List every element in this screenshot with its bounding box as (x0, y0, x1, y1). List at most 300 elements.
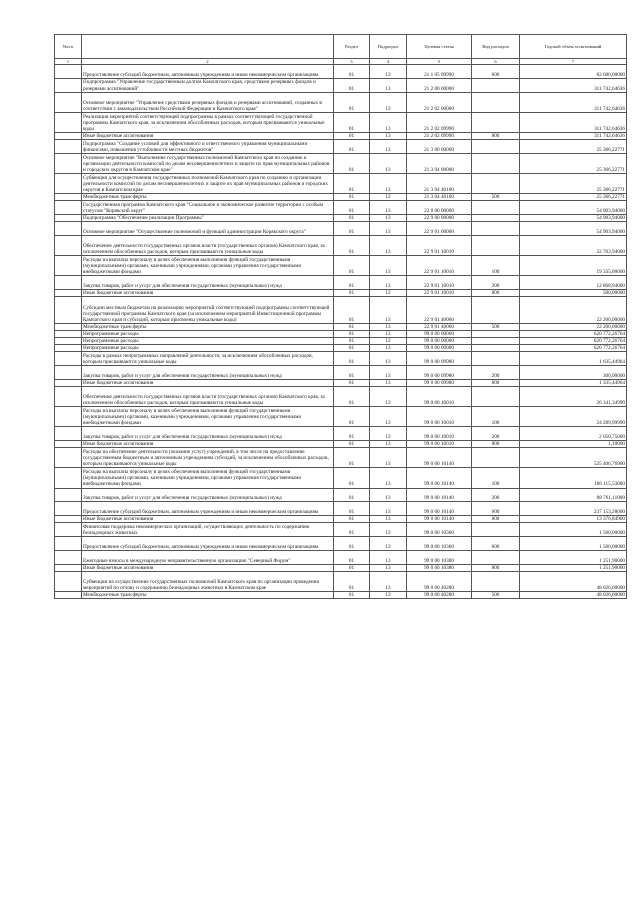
target-article-cell: 21 2 02 00000 (407, 92, 472, 112)
expense-name-cell: Иные бюджетные ассигнования (82, 379, 334, 386)
razdel-cell: 01 (334, 290, 370, 297)
expense-type-cell (472, 523, 520, 537)
razdel-cell: 01 (334, 153, 370, 173)
amount-cell: 88 761,11000 (520, 488, 627, 502)
column-number: 6 (472, 59, 520, 65)
table-row (55, 215, 627, 222)
expense-type-cell: 800 (472, 132, 520, 139)
table-row (55, 550, 627, 564)
amount-cell: 24 289,99990 (520, 407, 627, 427)
row-index-cell (55, 537, 82, 551)
razdel-cell: 01 (334, 345, 370, 352)
razdel-cell: 01 (334, 338, 370, 345)
amount-cell: 311 742,64636 (520, 112, 627, 132)
target-article-cell: 22 9 01 10010 (407, 236, 472, 256)
table-row (55, 366, 627, 380)
expense-name-cell: Подпрограмма "Обеспечение реализации Программы" (82, 215, 334, 222)
amount-cell: 32 703,94000 (520, 236, 627, 256)
row-index-cell (55, 386, 82, 406)
target-article-cell: 99 0 00 09980 (407, 366, 472, 380)
row-index-cell (55, 550, 82, 564)
podrazdel-cell: 13 (370, 523, 407, 537)
podrazdel-cell: 13 (370, 276, 407, 290)
table-row (55, 407, 627, 427)
amount-cell: 237 153,28000 (520, 502, 627, 516)
amount-cell: 25 366,22771 (520, 153, 627, 173)
podrazdel-cell: 13 (370, 468, 407, 488)
row-index-cell (55, 427, 82, 441)
row-index-cell (55, 488, 82, 502)
expense-name-cell: Иные бюджетные ассигнования (82, 516, 334, 523)
expense-type-cell (472, 345, 520, 352)
razdel-cell: 01 (334, 65, 370, 79)
razdel-cell: 01 (334, 352, 370, 366)
target-article-cell: 22 9 01 10010 (407, 276, 472, 290)
column-number: 3 (334, 59, 370, 65)
expense-name-cell: Расходы на выплаты персоналу в целях обеспечения выполнения функций государственными (муниципальными) органами, казенными учреждениями, органами управления государственными внебюджетными фондами (82, 256, 334, 276)
expense-name-cell: Подпрограмма "Создание условий для эффективного и ответственного управления муниципальными финансами, повышения устойчивости местных бюджетов" (82, 140, 334, 154)
podrazdel-cell: 13 (370, 448, 407, 468)
razdel-cell: 01 (334, 330, 370, 337)
expense-name-cell: Непрограммные расходы (82, 330, 334, 337)
table-row (55, 537, 627, 551)
target-article-cell: 99 0 00 09980 (407, 352, 472, 366)
header-razdel: Раздел (334, 35, 370, 59)
row-index-cell (55, 502, 82, 516)
row-index-cell (55, 345, 82, 352)
table-row (55, 194, 627, 201)
expense-type-cell (472, 215, 520, 222)
table-row (55, 564, 627, 571)
razdel-cell: 01 (334, 571, 370, 591)
expense-name-cell: Расходы на выплаты персоналу в целях обеспечения выполнения функций государственными (муниципальными) органами, казенными учреждениями, органами управления государственными внебюджетными фондами (82, 407, 334, 427)
podrazdel-cell: 13 (370, 345, 407, 352)
amount-cell: 620 772,26764 (520, 330, 627, 337)
razdel-cell: 01 (334, 276, 370, 290)
expense-type-cell: 800 (472, 379, 520, 386)
amount-cell: 620 772,26764 (520, 345, 627, 352)
amount-cell: 12 868,94000 (520, 276, 627, 290)
razdel-cell: 01 (334, 78, 370, 92)
amount-cell: 1,10000 (520, 441, 627, 448)
row-index-cell (55, 591, 82, 598)
target-article-cell: 99 0 00 10140 (407, 448, 472, 468)
amount-cell: 311 742,64636 (520, 78, 627, 92)
target-article-cell: 99 0 00 00000 (407, 338, 472, 345)
podrazdel-cell: 13 (370, 153, 407, 173)
table-row (55, 352, 627, 366)
row-index-cell (55, 352, 82, 366)
razdel-cell: 01 (334, 427, 370, 441)
amount-cell: 54 903,94000 (520, 215, 627, 222)
podrazdel-cell: 13 (370, 323, 407, 330)
podrazdel-cell: 13 (370, 366, 407, 380)
amount-cell: 1 335,44964 (520, 379, 627, 386)
table-row (55, 345, 627, 352)
razdel-cell: 01 (334, 591, 370, 598)
podrazdel-cell: 13 (370, 330, 407, 337)
amount-cell: 311 742,64636 (520, 92, 627, 112)
table-row (55, 591, 627, 598)
table-row (55, 427, 627, 441)
razdel-cell: 01 (334, 488, 370, 502)
expense-type-cell (472, 297, 520, 324)
podrazdel-cell: 13 (370, 140, 407, 154)
razdel-cell: 01 (334, 407, 370, 427)
expense-name-cell: Предоставление субсидий бюджетным, автономным учреждениям и иным некоммерческим организациям (82, 537, 334, 551)
expense-name-cell: Обеспечение деятельности государственных органов власти (государственных органов) Камчатского края, за исключением обособленных расходов, которым присваиваются уникальные коды (82, 386, 334, 406)
table-row (55, 323, 627, 330)
razdel-cell: 01 (334, 174, 370, 194)
amount-cell: 25 366,22771 (520, 140, 627, 154)
header-name (82, 35, 334, 59)
expense-type-cell: 500 (472, 323, 520, 330)
row-index-cell (55, 256, 82, 276)
podrazdel-cell: 13 (370, 564, 407, 571)
podrazdel-cell: 13 (370, 174, 407, 194)
amount-cell: 1 251,90000 (520, 564, 627, 571)
razdel-cell: 01 (334, 201, 370, 215)
expense-name-cell: Межбюджетные трансферты (82, 591, 334, 598)
expense-name-cell: Реализация мероприятий соответствующей подпрограммы в рамках соответствующей государственной программы Камчатского края, за исключением обособленных расходов, которым присваиваются уникальные коды (82, 112, 334, 132)
target-article-cell: 22 9 01 40060 (407, 297, 472, 324)
razdel-cell: 01 (334, 297, 370, 324)
target-article-cell: 99 0 00 10360 (407, 537, 472, 551)
razdel-cell: 01 (334, 194, 370, 201)
header-expense-type: Вид расходов (472, 35, 520, 59)
amount-cell: 54 903,94000 (520, 201, 627, 215)
table-row (55, 502, 627, 516)
target-article-cell: 99 0 00 40280 (407, 591, 472, 598)
amount-cell: 620 772,26764 (520, 338, 627, 345)
target-article-cell: 22 9 00 00000 (407, 215, 472, 222)
amount-cell: 1 500,00000 (520, 537, 627, 551)
expense-name-cell: Закупка товаров, работ и услуг для обеспечения государственных (муниципальных) нужд (82, 276, 334, 290)
target-article-cell: 21 2 02 09990 (407, 132, 472, 139)
row-index-cell (55, 366, 82, 380)
table-row (55, 78, 627, 92)
expense-type-cell (472, 174, 520, 194)
expense-type-cell (472, 153, 520, 173)
target-article-cell: 99 0 00 00000 (407, 330, 472, 337)
podrazdel-cell: 13 (370, 194, 407, 201)
expense-type-cell: 200 (472, 276, 520, 290)
target-article-cell: 22 9 01 00000 (407, 222, 472, 236)
razdel-cell: 01 (334, 386, 370, 406)
podrazdel-cell: 13 (370, 132, 407, 139)
podrazdel-cell: 13 (370, 65, 407, 79)
target-article-cell: 22 9 01 10010 (407, 256, 472, 276)
podrazdel-cell: 13 (370, 591, 407, 598)
podrazdel-cell: 13 (370, 407, 407, 427)
razdel-cell: 01 (334, 468, 370, 488)
target-article-cell: 22 9 01 10010 (407, 290, 472, 297)
razdel-cell: 01 (334, 140, 370, 154)
amount-cell: 54 903,94000 (520, 222, 627, 236)
razdel-cell: 01 (334, 366, 370, 380)
amount-cell: 300,00000 (520, 366, 627, 380)
amount-cell: 25 366,22771 (520, 194, 627, 201)
expense-name-cell: Межбюджетные трансферты (82, 323, 334, 330)
row-index-cell (55, 112, 82, 132)
podrazdel-cell: 13 (370, 379, 407, 386)
expense-type-cell: 800 (472, 516, 520, 523)
budget-allocation-table (54, 34, 627, 599)
expense-name-cell: Основное мероприятие "Управление средствами резервных фондов и резервами ассигнований, созданных в соответствии с законодательством Российской Федерации и Камчатского края" (82, 92, 334, 112)
table-body (55, 65, 627, 599)
amount-cell: 82 680,00000 (520, 65, 627, 79)
expense-type-cell (472, 338, 520, 345)
expense-type-cell: 500 (472, 194, 520, 201)
column-number: 7 (520, 59, 627, 65)
target-article-cell: 21 2 00 00000 (407, 78, 472, 92)
expense-name-cell: Расходы на обеспечение деятельности (оказание услуг) учреждений, в том числе на предоставление государственным бюджетным и автономным учреждениям субсидий, за исключением обособленных расходов, которым присваиваются уникальные коды (82, 448, 334, 468)
podrazdel-cell: 13 (370, 78, 407, 92)
expense-type-cell: 600 (472, 537, 520, 551)
target-article-cell: 99 0 00 10140 (407, 468, 472, 488)
row-index-cell (55, 194, 82, 201)
razdel-cell: 01 (334, 323, 370, 330)
expense-name-cell: Предоставление субсидий бюджетным, автономным учреждениям и иным некоммерческим организациям (82, 65, 334, 79)
podrazdel-cell: 13 (370, 290, 407, 297)
razdel-cell: 01 (334, 550, 370, 564)
table-row (55, 379, 627, 386)
table-row (55, 153, 627, 173)
target-article-cell: 99 0 00 09980 (407, 379, 472, 386)
header-podrazdel: Подраздел (370, 35, 407, 59)
target-article-cell: 99 0 00 10010 (407, 407, 472, 427)
row-index-cell (55, 297, 82, 324)
expense-type-cell: 200 (472, 427, 520, 441)
target-article-cell: 99 0 00 00000 (407, 345, 472, 352)
expense-type-cell (472, 78, 520, 92)
table-row (55, 92, 627, 112)
target-article-cell: 21 3 04 40100 (407, 174, 472, 194)
header-target-article: Целевая статья (407, 35, 472, 59)
expense-name-cell: Иные бюджетные ассигнования (82, 132, 334, 139)
expense-name-cell: Основное мероприятие "Осуществление полномочий и функций администрации Корякского округа" (82, 222, 334, 236)
amount-cell: 1 635,44964 (520, 352, 627, 366)
amount-cell: 13 376,84900 (520, 516, 627, 523)
target-article-cell: 21 1 05 09990 (407, 65, 472, 79)
expense-type-cell (472, 352, 520, 366)
razdel-cell: 01 (334, 222, 370, 236)
header-annual-amount: Годовой объем ассигнований (520, 35, 627, 59)
expense-name-cell: Субвенции для осуществления государственных полномочий Камчатского края по созданию и организации деятельности комиссий по делам несовершеннолетних и защите их прав муниципальных районов и городских округов в Камчатском крае (82, 174, 334, 194)
row-index-cell (55, 276, 82, 290)
target-article-cell: 99 0 00 10360 (407, 523, 472, 537)
amount-cell: 22 200,00000 (520, 323, 627, 330)
table-row (55, 488, 627, 502)
expense-type-cell: 200 (472, 366, 520, 380)
podrazdel-cell: 13 (370, 256, 407, 276)
expense-type-cell (472, 386, 520, 406)
row-index-cell (55, 65, 82, 79)
expense-type-cell: 100 (472, 468, 520, 488)
row-index-cell (55, 236, 82, 256)
row-index-cell (55, 516, 82, 523)
row-index-cell (55, 448, 82, 468)
amount-cell: 25 366,22771 (520, 174, 627, 194)
razdel-cell: 01 (334, 132, 370, 139)
expense-type-cell: 100 (472, 407, 520, 427)
target-article-cell: 99 0 00 10010 (407, 441, 472, 448)
razdel-cell: 01 (334, 516, 370, 523)
row-index-cell (55, 222, 82, 236)
table-row (55, 338, 627, 345)
podrazdel-cell: 13 (370, 502, 407, 516)
amount-cell: 525 406,76900 (520, 448, 627, 468)
row-index-cell (55, 379, 82, 386)
target-article-cell: 21 2 02 09990 (407, 112, 472, 132)
amount-cell: 500,00000 (520, 290, 627, 297)
expense-name-cell: Основное мероприятие "Выполнение государственных полномочий Камчатского края по созданию и организации деятельности комиссий по делам несовершеннолетних и защите их прав муниципальных районов и городских округов в Камчатском крае" (82, 153, 334, 173)
amount-cell: 1 500,00000 (520, 523, 627, 537)
table-row (55, 140, 627, 154)
podrazdel-cell: 13 (370, 215, 407, 222)
column-number: 5 (407, 59, 472, 65)
amount-cell: 186 115,53000 (520, 468, 627, 488)
expense-type-cell (472, 448, 520, 468)
table-row (55, 201, 627, 215)
row-index-cell (55, 330, 82, 337)
expense-type-cell (472, 222, 520, 236)
row-index-cell (55, 571, 82, 591)
podrazdel-cell: 13 (370, 297, 407, 324)
amount-cell: 48 026,60000 (520, 591, 627, 598)
razdel-cell: 01 (334, 215, 370, 222)
table-row (55, 236, 627, 256)
expense-type-cell (472, 550, 520, 564)
target-article-cell: 22 0 00 00000 (407, 201, 472, 215)
row-index-cell (55, 468, 82, 488)
expense-name-cell: Закупка товаров, работ и услуг для обеспечения государственных (муниципальных) нужд (82, 427, 334, 441)
expense-type-cell: 500 (472, 591, 520, 598)
expense-name-cell: Расходы на выплаты персоналу в целях обеспечения выполнения функций государственными (муниципальными) органами, казенными учреждениями, органами управления государственными внебюджетными фондами (82, 468, 334, 488)
podrazdel-cell: 13 (370, 441, 407, 448)
row-index-cell (55, 140, 82, 154)
podrazdel-cell: 13 (370, 352, 407, 366)
podrazdel-cell: 13 (370, 222, 407, 236)
podrazdel-cell: 13 (370, 236, 407, 256)
amount-cell: 48 026,60000 (520, 571, 627, 591)
podrazdel-cell: 13 (370, 201, 407, 215)
expense-type-cell: 600 (472, 502, 520, 516)
column-number: 4 (370, 59, 407, 65)
table-row (55, 523, 627, 537)
razdel-cell: 01 (334, 537, 370, 551)
expense-type-cell (472, 92, 520, 112)
row-index-cell (55, 441, 82, 448)
table-row (55, 290, 627, 297)
expense-type-cell (472, 112, 520, 132)
row-index-cell (55, 92, 82, 112)
podrazdel-cell: 13 (370, 571, 407, 591)
target-article-cell: 21 3 00 00000 (407, 140, 472, 154)
table-row (55, 386, 627, 406)
podrazdel-cell: 13 (370, 516, 407, 523)
expense-type-cell (472, 236, 520, 256)
expense-type-cell: 100 (472, 256, 520, 276)
table-row (55, 448, 627, 468)
row-index-cell (55, 407, 82, 427)
row-index-cell (55, 323, 82, 330)
expense-type-cell: 600 (472, 65, 520, 79)
expense-type-cell (472, 201, 520, 215)
expense-name-cell: Межбюджетные трансферты (82, 194, 334, 201)
expense-name-cell: Иные бюджетные ассигнования (82, 564, 334, 571)
podrazdel-cell: 13 (370, 112, 407, 132)
table-row (55, 65, 627, 79)
target-article-cell: 99 0 00 10140 (407, 516, 472, 523)
target-article-cell: 99 0 00 10380 (407, 564, 472, 571)
table-row (55, 571, 627, 591)
target-article-cell: 99 0 00 10380 (407, 550, 472, 564)
razdel-cell: 01 (334, 92, 370, 112)
target-article-cell: 22 9 01 40060 (407, 323, 472, 330)
expense-name-cell: Субсидии местным бюджетам на реализацию мероприятий соответствующей подпрограммы соответствующей государственной программы Камчатского края (за исключением мероприятий Инвестиционной программы Камчатского края и субсидий, которым присвоены уникальные коды) (82, 297, 334, 324)
target-article-cell: 99 0 00 40280 (407, 571, 472, 591)
amount-cell: 2 050,75000 (520, 427, 627, 441)
expense-type-cell: 800 (472, 441, 520, 448)
expense-name-cell: Ежегодные взносы в международную неправительственную организацию "Северный Форум" (82, 550, 334, 564)
amount-cell: 26 341,34990 (520, 386, 627, 406)
podrazdel-cell: 13 (370, 550, 407, 564)
expense-type-cell: 800 (472, 290, 520, 297)
podrazdel-cell: 13 (370, 338, 407, 345)
row-index-cell (55, 564, 82, 571)
razdel-cell: 01 (334, 523, 370, 537)
expense-name-cell: Субвенции на осуществление государственных полномочий Камчатского края по организации проведения мероприятий по отлову и содержанию безнадзорных животных в Камчатском крае (82, 571, 334, 591)
razdel-cell: 01 (334, 502, 370, 516)
expense-name-cell: Государственная программа Камчатского края "Социальное и экономическое развитие территории с особым статусом "Корякский округ" (82, 201, 334, 215)
expense-name-cell: Иные бюджетные ассигнования (82, 441, 334, 448)
table-row (55, 256, 627, 276)
table-row (55, 441, 627, 448)
target-article-cell: 99 0 00 10140 (407, 502, 472, 516)
expense-name-cell: Обеспечение деятельности государственных органов власти (государственных органов) Камчатского края, за исключением обособленных расходов, которым присваиваются уникальные коды (82, 236, 334, 256)
expense-type-cell: 800 (472, 564, 520, 571)
razdel-cell: 01 (334, 112, 370, 132)
amount-cell: 22 200,00000 (520, 297, 627, 324)
podrazdel-cell: 13 (370, 92, 407, 112)
expense-name-cell: Непрограммные расходы (82, 338, 334, 345)
table-row (55, 132, 627, 139)
expense-name-cell: Закупка товаров, работ и услуг для обеспечения государственных (муниципальных) нужд (82, 488, 334, 502)
row-index-cell (55, 174, 82, 194)
row-index-cell (55, 215, 82, 222)
expense-type-cell (472, 571, 520, 591)
expense-name-cell: Непрограммные расходы (82, 345, 334, 352)
razdel-cell: 01 (334, 441, 370, 448)
column-number: 1 (55, 59, 82, 65)
row-index-cell (55, 153, 82, 173)
header-number: №п/п (55, 35, 82, 59)
podrazdel-cell: 13 (370, 537, 407, 551)
razdel-cell: 01 (334, 256, 370, 276)
row-index-cell (55, 523, 82, 537)
table-row (55, 297, 627, 324)
expense-name-cell: Подпрограмма "Управление государственным долгом Камчатского края, средствами резервных фондов и резервами ассигнований" (82, 78, 334, 92)
expense-name-cell: Финансовая поддержка некоммерческих организаций, осуществляющих деятельность по содержанию безнадзорных животных (82, 523, 334, 537)
row-index-cell (55, 201, 82, 215)
podrazdel-cell: 13 (370, 488, 407, 502)
table-row (55, 112, 627, 132)
row-index-cell (55, 78, 82, 92)
podrazdel-cell: 13 (370, 427, 407, 441)
amount-cell: 311 742,64636 (520, 132, 627, 139)
razdel-cell: 01 (334, 236, 370, 256)
